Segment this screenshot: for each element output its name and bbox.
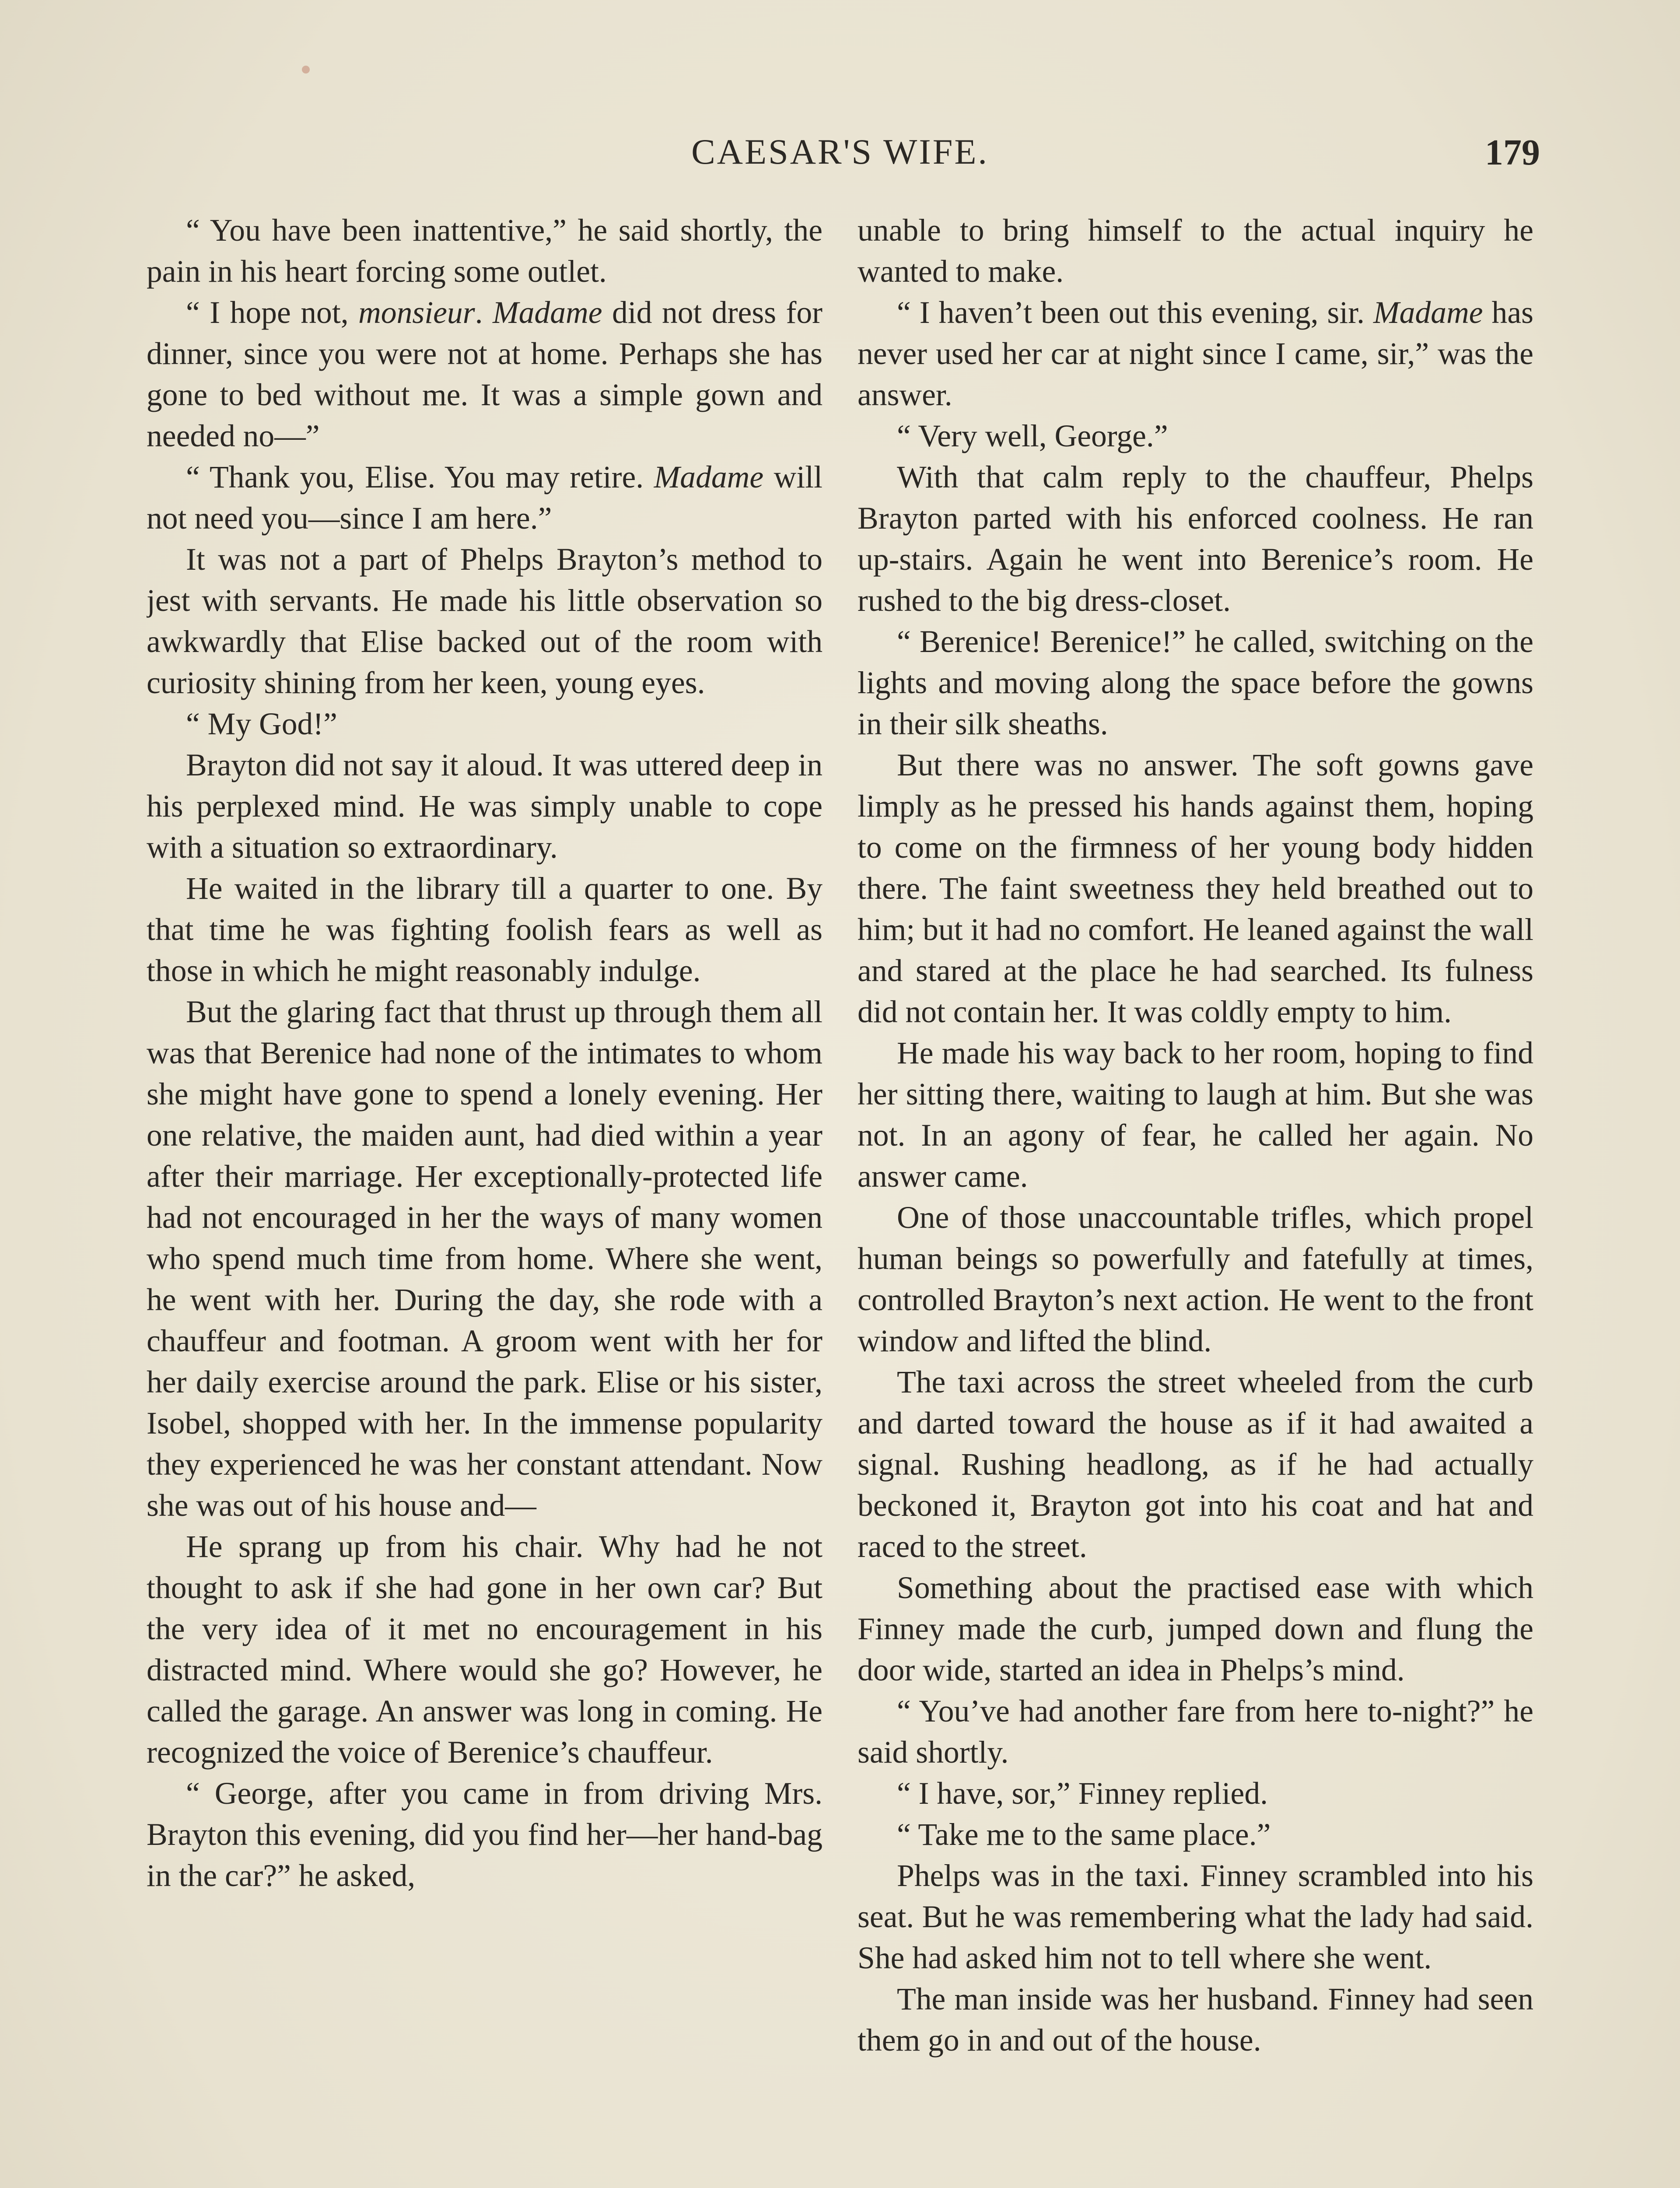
text-run: “ I haven’t been out this evening, sir. — [897, 295, 1374, 330]
text-run: Brayton did not say it aloud. It was uttered deep in his perplexed mind. He was simply unable to cope with a situation so extraordinary. — [147, 748, 822, 865]
text-run: . — [475, 295, 493, 330]
paragraph — [858, 1197, 1533, 1362]
paragraph — [858, 1362, 1533, 1567]
text-columns — [147, 210, 1533, 2188]
italic-text: Madame — [1373, 295, 1483, 330]
paragraph — [858, 1855, 1533, 1979]
paragraph — [858, 416, 1533, 457]
running-title: CAESAR'S WIFE. — [691, 132, 989, 172]
italic-text: monsieur — [358, 295, 475, 330]
text-run: has never used her car at night since I came, sir,” was the answer. — [858, 295, 1533, 412]
text-run: One of those unaccountable trifles, which propel human beings so powerfully and fatefully at times, controlled Brayton’s next action. He went to the front window and lifted the blind. — [858, 1200, 1533, 1358]
text-run: did not dress for dinner, since you were not at home. Perhaps she has gone to bed without me. It was a simple gown and needed no—” — [147, 295, 822, 453]
text-run: He made his way back to her room, hoping to find her sitting there, waiting to laugh at him. But she was not. In an agony of fear, he called her again. No answer came. — [858, 1036, 1533, 1194]
text-run: But there was no answer. The soft gowns gave limply as he pressed his hands against them, hoping to come on the firmness of her young body hidden there. The faint sweetness they held breathed out to him; but it had no comfort. He leaned against the wall and stared at the place he had searched. Its fulness did not contain her. It was coldly empty to him. — [858, 748, 1533, 1029]
text-run: The taxi across the street wheeled from the curb and darted toward the house as if it had awaited a signal. Rushing headlong, as if he had actually beckoned it, Brayton got into his coat and hat and raced to the street. — [858, 1365, 1533, 1564]
paragraph — [858, 621, 1533, 745]
text-run: But the glaring fact that thrust up through them all was that Berenice had none of the intimates to whom she might have gone to spend a lonely evening. Her one relative, the maiden aunt, had died within a year after their marriage. Her exceptionally-protected life had not encouraged in her the ways of many women who spend much time from home. Where she went, he went with her. During the day, she rode with a chauffeur and footman. A groom went with her for her daily exercise around the park. Elise or his sister, Isobel, shopped with her. In the immense popularity they experienced he was her constant attendant. Now she was out of his house and— — [147, 995, 822, 1523]
text-run: “ Berenice! Berenice!” he called, switching on the lights and moving along the space before the gowns in their silk sheaths. — [858, 624, 1533, 741]
paragraph — [147, 457, 822, 539]
text-run: He waited in the library till a quarter to one. By that time he was fighting foolish fears as well as those in which he might reasonably indulge. — [147, 871, 822, 988]
paragraph — [147, 292, 822, 457]
page-header — [140, 131, 1540, 179]
text-run: “ George, after you came in from driving Mrs. Brayton this evening, did you find her—her hand-bag in the car?” he asked, — [147, 1776, 822, 1893]
text-run: Phelps was in the taxi. Finney scrambled into his seat. But he was remembering what the lady had said. She had asked him not to tell where she went. — [858, 1858, 1533, 1975]
text-run: “ I have, sor,” Finney replied. — [897, 1776, 1268, 1811]
paragraph — [147, 868, 822, 992]
text-run: It was not a part of Phelps Brayton’s method to jest with servants. He made his little observation so awkwardly that Elise backed out of the room with curiosity shining from her keen, young eyes. — [147, 542, 822, 700]
left-column — [147, 210, 822, 2188]
text-run: He sprang up from his chair. Why had he not thought to ask if she had gone in her own car? But the very idea of it met no encouragement in his distracted mind. Where would she go? However, he called the garage. An answer was long in coming. He recognized the voice of Berenice’s chauffeur. — [147, 1529, 822, 1770]
text-run: “ Very well, George.” — [897, 419, 1168, 453]
page-number: 179 — [1485, 132, 1540, 173]
right-column — [858, 210, 1533, 2188]
paragraph — [858, 745, 1533, 1033]
paragraph — [147, 1773, 822, 1897]
italic-text: Madame — [654, 460, 764, 494]
text-run: unable to bring himself to the actual inquiry he wanted to make. — [858, 213, 1533, 289]
paragraph — [858, 292, 1533, 416]
paragraph — [147, 539, 822, 704]
paragraph — [147, 704, 822, 745]
text-run: “ You have been inattentive,” he said shortly, the pain in his heart forcing some outlet. — [147, 213, 822, 289]
text-run: Something about the practised ease with which Finney made the curb, jumped down and flung the door wide, started an idea in Phelps’s mind. — [858, 1571, 1533, 1687]
paragraph — [858, 1814, 1533, 1855]
paragraph — [858, 1033, 1533, 1197]
text-run: “ I hope not, — [186, 295, 359, 330]
paragraph — [858, 1979, 1533, 2061]
paragraph — [858, 210, 1533, 292]
paragraph — [858, 1567, 1533, 1691]
paragraph — [147, 745, 822, 868]
text-run: “ You’ve had another fare from here to-night?” he said shortly. — [858, 1694, 1533, 1770]
text-run: “ My God!” — [186, 707, 337, 741]
text-run: will not need you—since I am here.” — [147, 460, 822, 536]
text-run: The man inside was her husband. Finney had seen them go in and out of the house. — [858, 1982, 1533, 2058]
paragraph — [858, 457, 1533, 621]
paragraph — [858, 1773, 1533, 1814]
text-run: “ Take me to the same place.” — [897, 1817, 1271, 1852]
paragraph — [147, 992, 822, 1526]
text-run: “ Thank you, Elise. You may retire. — [186, 460, 654, 494]
italic-text: Madame — [492, 295, 602, 330]
paragraph — [858, 1691, 1533, 1773]
paper-speck — [302, 66, 310, 74]
paragraph — [147, 1526, 822, 1773]
text-run: With that calm reply to the chauffeur, Phelps Brayton parted with his enforced coolness. He ran up-stairs. Again he went into Berenice’s room. He rushed to the big dress-closet. — [858, 460, 1533, 618]
paragraph — [147, 210, 822, 292]
